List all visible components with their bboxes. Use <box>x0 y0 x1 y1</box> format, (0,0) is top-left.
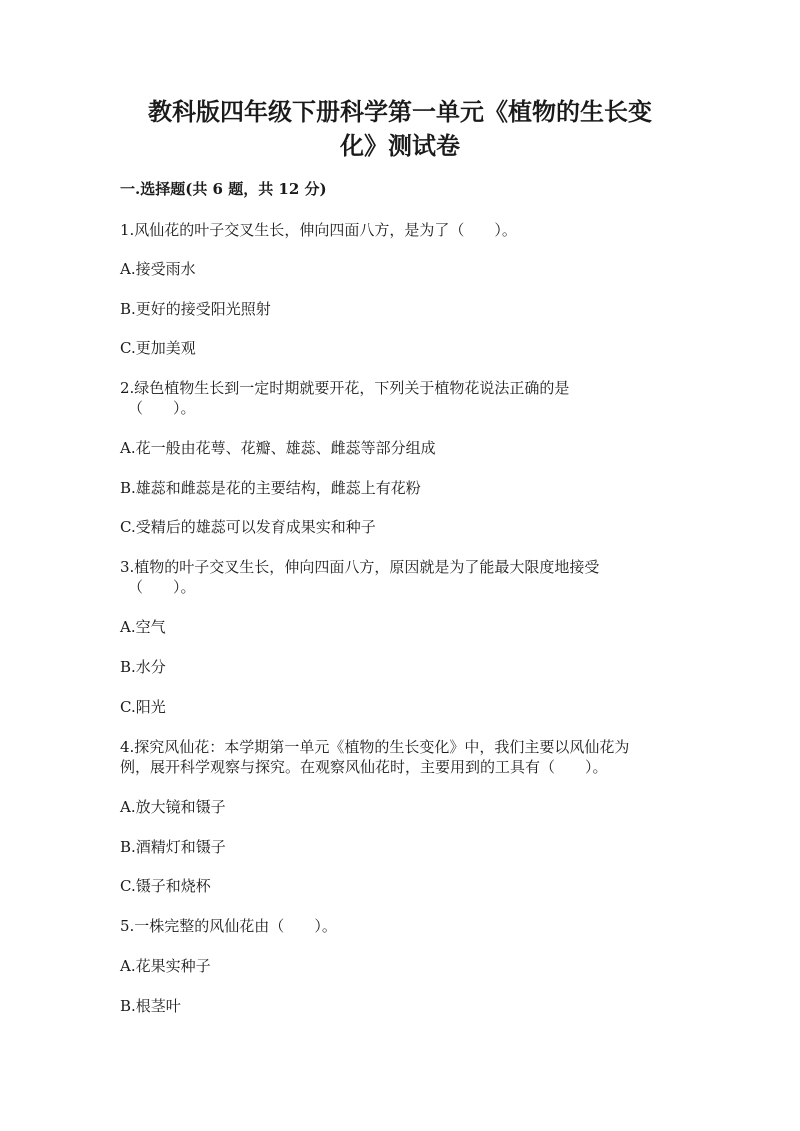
page-title-continued: 化》测试卷 <box>340 131 460 160</box>
question-4-option-b: B.酒精灯和镊子 <box>120 838 226 856</box>
question-1-stem: 1.风仙花的叶子交叉生长，伸向四面八方，是为了（ ）。 <box>120 221 517 239</box>
question-2-option-a: A.花一般由花萼、花瓣、雄蕊、雌蕊等部分组成 <box>120 439 436 457</box>
question-2-stem: 2.绿色植物生长到一定时期就要开花，下列关于植物花说法正确的是 <box>120 379 570 397</box>
question-5-stem: 5.一株完整的风仙花由（ ）。 <box>120 917 337 935</box>
question-2-stem-continued: （ ）。 <box>128 399 196 417</box>
question-2-option-c: C.受精后的雄蕊可以发育成果实和种子 <box>120 518 376 536</box>
question-4-option-c: C.镊子和烧杯 <box>120 877 211 895</box>
question-3-option-b: B.水分 <box>120 658 166 676</box>
question-4-stem-continued: 例，展开科学观察与探究。在观察风仙花时，主要用到的工具有（ ）。 <box>120 758 608 776</box>
section-heading: 一.选择题(共 6 题，共 12 分) <box>120 180 327 198</box>
question-3-option-a: A.空气 <box>120 618 166 636</box>
question-5-option-a: A.花果实种子 <box>120 957 211 975</box>
question-3-stem: 3.植物的叶子交叉生长，伸向四面八方，原因就是为了能最大限度地接受 <box>120 558 600 576</box>
question-3-option-c: C.阳光 <box>120 698 166 716</box>
question-1-option-b: B.更好的接受阳光照射 <box>120 300 271 318</box>
question-2-option-b: B.雄蕊和雌蕊是花的主要结构，雌蕊上有花粉 <box>120 479 421 497</box>
question-4-stem: 4.探究风仙花：本学期第一单元《植物的生长变化》中，我们主要以风仙花为 <box>120 738 630 756</box>
question-3-stem-continued: （ ）。 <box>128 578 196 596</box>
question-1-option-a: A.接受雨水 <box>120 260 196 278</box>
question-5-option-b: B.根茎叶 <box>120 997 181 1015</box>
question-1-option-c: C.更加美观 <box>120 339 196 357</box>
page-title: 教科版四年级下册科学第一单元《植物的生长变 <box>148 97 652 126</box>
question-4-option-a: A.放大镜和镊子 <box>120 798 226 816</box>
